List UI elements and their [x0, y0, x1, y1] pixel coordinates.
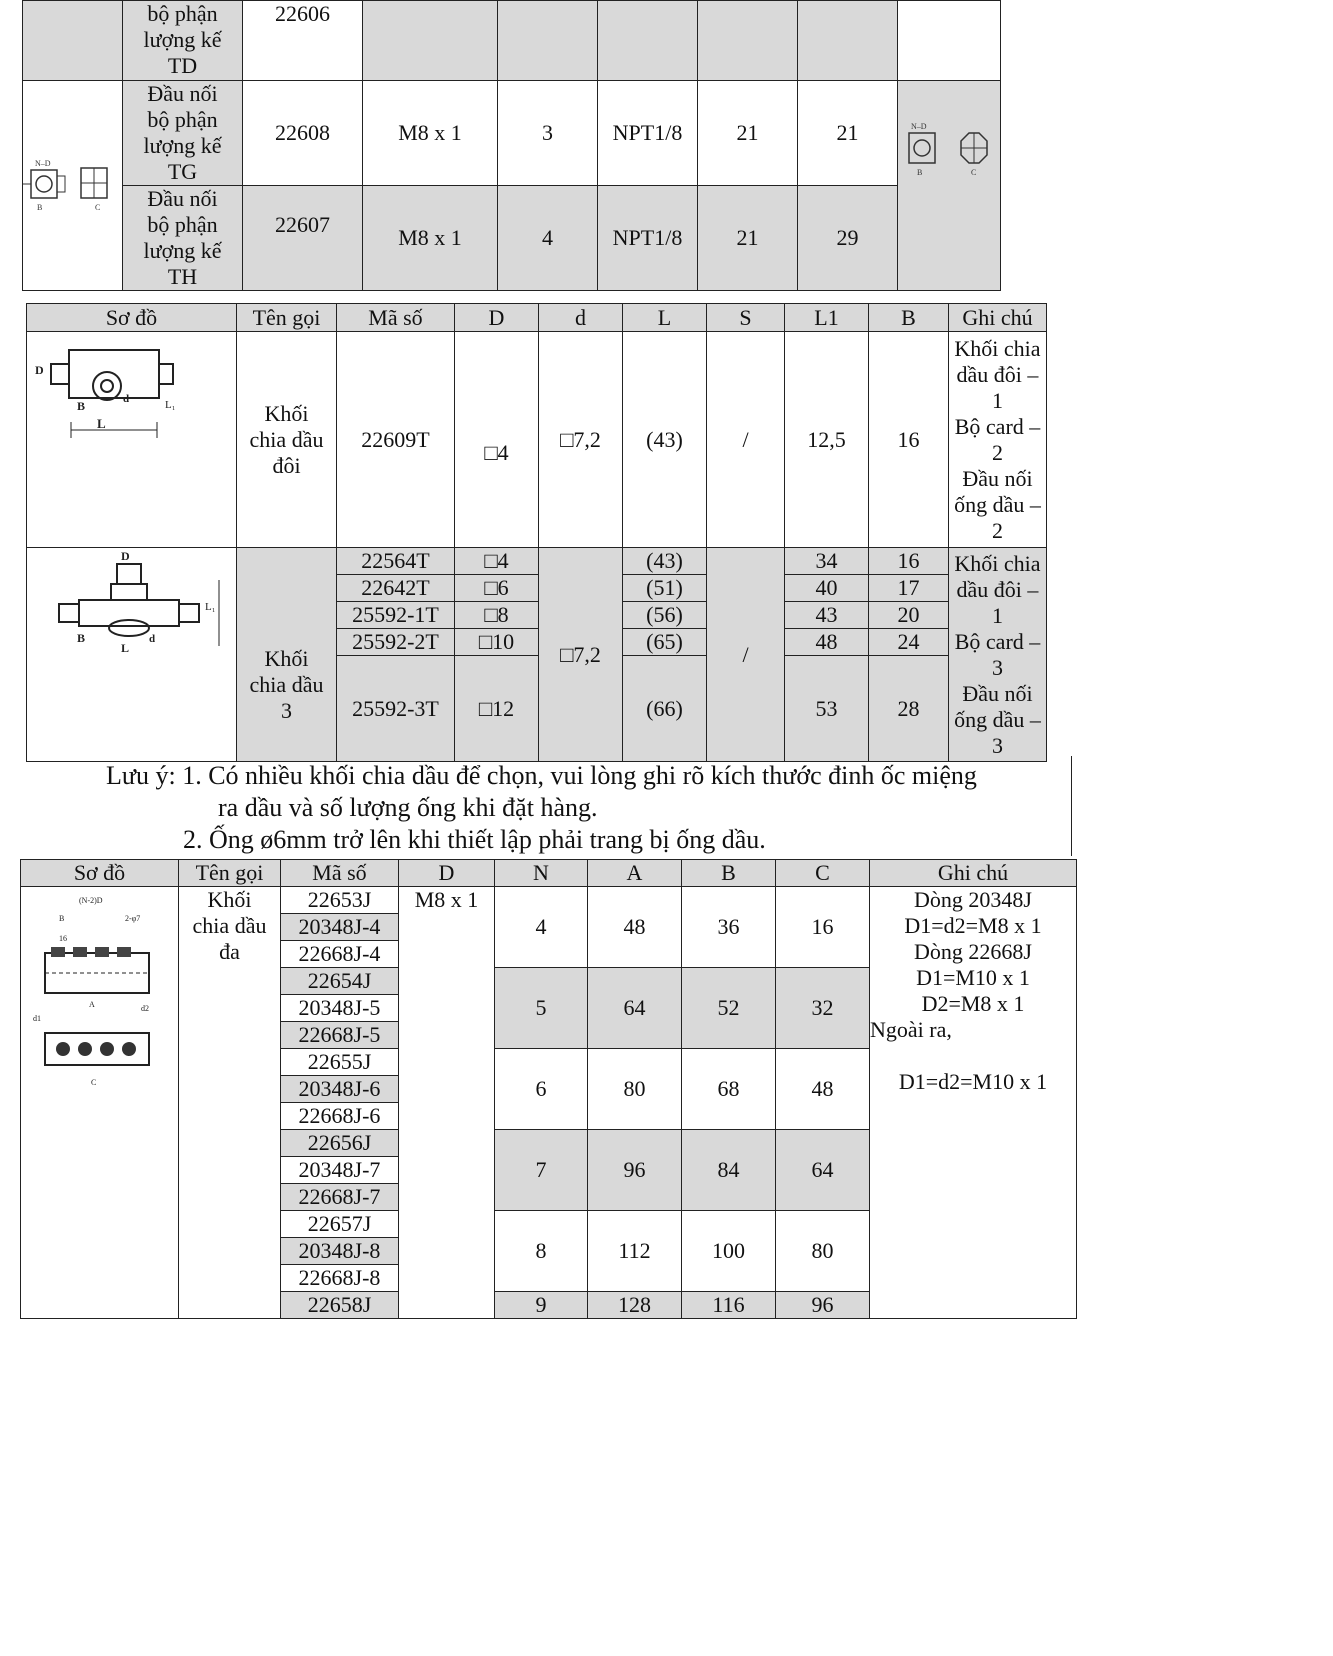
code-cell: 22656J: [281, 1130, 399, 1157]
C-cell: 32: [776, 968, 870, 1049]
svg-text:B: B: [59, 914, 65, 923]
L1-cell: 34: [785, 548, 869, 575]
D-cell: □4: [455, 332, 539, 548]
N-cell: 9: [495, 1292, 588, 1319]
A-cell: 64: [588, 968, 682, 1049]
code-cell: 22668J-4: [281, 941, 399, 968]
code-cell: 22668J-5: [281, 1022, 399, 1049]
svg-text:D: D: [35, 363, 44, 377]
col-header: Tên gọi: [237, 304, 337, 332]
fitting-table: [22, 0, 1001, 291]
b-cell: 29: [798, 186, 898, 291]
multi-block-table: [20, 859, 1077, 1319]
n-cell: 3: [498, 81, 598, 186]
D-cell: □8: [455, 602, 539, 629]
a-cell: [698, 1, 798, 81]
B-cell: 52: [682, 968, 776, 1049]
svg-text:d1: d1: [33, 1014, 41, 1023]
code-cell: 25592-3T: [337, 656, 455, 762]
L1-cell: 40: [785, 575, 869, 602]
S-cell: /: [707, 548, 785, 762]
svg-text:N–D: N–D: [911, 122, 927, 131]
name-cell: Đầu nối bộ phận lượng kế TG: [123, 81, 243, 186]
diagram-cell: [23, 1, 123, 81]
distributor-table: [26, 303, 1047, 762]
code-cell: 22668J-7: [281, 1184, 399, 1211]
col-header: L1: [785, 304, 869, 332]
code-cell: 22658J: [281, 1292, 399, 1319]
code-cell: 22607: [243, 186, 363, 291]
code-cell: 22608: [243, 81, 363, 186]
svg-text:D: D: [121, 550, 130, 563]
A-cell: 48: [588, 887, 682, 968]
svg-text:B: B: [37, 202, 43, 212]
col-header: D: [455, 304, 539, 332]
col-header: Mã số: [281, 860, 399, 887]
C-cell: 96: [776, 1292, 870, 1319]
col-header: S: [707, 304, 785, 332]
a-cell: 21: [698, 81, 798, 186]
C-cell: 48: [776, 1049, 870, 1130]
col-header: N: [495, 860, 588, 887]
L1-cell: 43: [785, 602, 869, 629]
code-cell: 20348J-6: [281, 1076, 399, 1103]
d-cell: M8 x 1: [363, 186, 498, 291]
code-cell: 25592-1T: [337, 602, 455, 629]
L-cell: (65): [623, 629, 707, 656]
note-cell: Khối chia dầu đôi – 1 Bộ card – 3 Đầu nối ống dầu – 3: [949, 548, 1047, 762]
code-cell: 22668J-6: [281, 1103, 399, 1130]
manifold-diagram: [29, 891, 159, 1091]
tee-fitting-diagram: [23, 156, 119, 216]
thread-cell: NPT1/8: [598, 186, 698, 291]
triple-block-diagram: [37, 550, 227, 660]
name-cell: Khối chia dầu 3: [237, 548, 337, 762]
A-cell: 80: [588, 1049, 682, 1130]
L-cell: (43): [623, 548, 707, 575]
B-cell: 24: [869, 629, 949, 656]
svg-text:L: L: [121, 641, 130, 655]
D-cell: M8 x 1: [399, 887, 495, 1319]
code-cell: 20348J-5: [281, 995, 399, 1022]
svg-text:d2: d2: [141, 1004, 149, 1013]
col-header: Sơ đồ: [27, 304, 237, 332]
col-header: Ghi chú: [870, 860, 1077, 887]
code-cell: 25592-2T: [337, 629, 455, 656]
code-cell: 20348J-7: [281, 1157, 399, 1184]
b-cell: [798, 1, 898, 81]
note-line-3: 2. Ống ø6mm trở lên khi thiết lập phải trang bị ống dầu.: [183, 825, 766, 854]
code-cell: 22564T: [337, 548, 455, 575]
name-cell: Khối chia dầu đôi: [237, 332, 337, 548]
svg-text:C: C: [95, 202, 101, 212]
note-border: [1071, 756, 1072, 856]
svg-text:N–D: N–D: [35, 158, 51, 168]
n-cell: 4: [498, 186, 598, 291]
D-cell: □10: [455, 629, 539, 656]
B-cell: 16: [869, 548, 949, 575]
L1-cell: 48: [785, 629, 869, 656]
S-cell: /: [707, 332, 785, 548]
code-cell: 22653J: [281, 887, 399, 914]
col-header: A: [588, 860, 682, 887]
a-cell: 21: [698, 186, 798, 291]
N-cell: 7: [495, 1130, 588, 1211]
code-cell: 22642T: [337, 575, 455, 602]
L-cell: (51): [623, 575, 707, 602]
name-cell: Khối chia dầu đa: [179, 887, 281, 1319]
A-cell: 96: [588, 1130, 682, 1211]
d-cell: □7,2: [539, 332, 623, 548]
B-cell: 100: [682, 1211, 776, 1292]
L-cell: (56): [623, 602, 707, 629]
svg-text:L: L: [97, 416, 106, 431]
cross-fitting-diagram: [901, 121, 997, 181]
svg-text:C: C: [971, 168, 977, 177]
thread-cell: [598, 1, 698, 81]
L1-cell: 12,5: [785, 332, 869, 548]
N-cell: 6: [495, 1049, 588, 1130]
diagram-cell: [27, 548, 237, 762]
code-cell: 22609T: [337, 332, 455, 548]
code-cell: 22668J-8: [281, 1265, 399, 1292]
col-header: d: [539, 304, 623, 332]
col-header: B: [869, 304, 949, 332]
code-cell: 22606: [243, 1, 363, 81]
d-cell: □7,2: [539, 548, 623, 762]
D-cell: □12: [455, 656, 539, 762]
col-header: Sơ đồ: [21, 860, 179, 887]
d-cell: M8 x 1: [363, 81, 498, 186]
C-cell: 16: [776, 887, 870, 968]
col-header: L: [623, 304, 707, 332]
col-header: Ghi chú: [949, 304, 1047, 332]
thread-cell: NPT1/8: [598, 81, 698, 186]
B-cell: 28: [869, 656, 949, 762]
D-cell: □4: [455, 548, 539, 575]
code-cell: 22657J: [281, 1211, 399, 1238]
B-cell: 84: [682, 1130, 776, 1211]
double-block-diagram: [31, 338, 181, 448]
n-cell: [498, 1, 598, 81]
col-header: C: [776, 860, 870, 887]
code-cell: 22654J: [281, 968, 399, 995]
code-cell: 20348J-8: [281, 1238, 399, 1265]
svg-text:A: A: [89, 1000, 95, 1009]
svg-text:B: B: [77, 631, 86, 645]
diagram-cell: [21, 887, 179, 1319]
col-header: Tên gọi: [179, 860, 281, 887]
A-cell: 128: [588, 1292, 682, 1319]
svg-text:L₁: L₁: [205, 601, 216, 613]
B-cell: 68: [682, 1049, 776, 1130]
note-cell: Khối chia dầu đôi – 1 Bộ card – 2 Đầu nối ống dầu – 2: [949, 332, 1047, 548]
col-header: Mã số: [337, 304, 455, 332]
svg-text:B: B: [77, 399, 86, 413]
note-cell: Dòng 20348J D1=d2=M8 x 1 Dòng 22668J D1=M10 x 1 D2=M8 x 1 Ngoài ra, D1=d2=M10 x 1: [870, 887, 1077, 1319]
col-header: D: [399, 860, 495, 887]
svg-text:d: d: [123, 393, 130, 405]
name-cell: bộ phận lượng kế TD: [123, 1, 243, 81]
D-cell: □6: [455, 575, 539, 602]
B-cell: 20: [869, 602, 949, 629]
svg-text:C: C: [91, 1078, 97, 1087]
note-line-1: Lưu ý: 1. Có nhiều khối chia dầu để chọn, vui lòng ghi rõ kích thước đinh ốc miệng: [106, 761, 977, 790]
diagram-cell: [27, 332, 237, 548]
b-cell: 21: [798, 81, 898, 186]
L1-cell: 53: [785, 656, 869, 762]
C-cell: 80: [776, 1211, 870, 1292]
name-cell: Đầu nối bộ phận lượng kế TH: [123, 186, 243, 291]
code-cell: 22655J: [281, 1049, 399, 1076]
B-cell: 17: [869, 575, 949, 602]
note-line-2: ra dầu và số lượng ống khi đặt hàng.: [218, 793, 598, 822]
diagram-cell: [23, 81, 123, 291]
N-cell: 4: [495, 887, 588, 968]
L-cell: (43): [623, 332, 707, 548]
C-cell: 64: [776, 1130, 870, 1211]
svg-text:16: 16: [59, 934, 67, 943]
B-cell: 36: [682, 887, 776, 968]
svg-text:d: d: [149, 633, 156, 645]
d-cell: [363, 1, 498, 81]
svg-text:2-φ7: 2-φ7: [125, 914, 141, 923]
image-cell: [898, 81, 1001, 291]
B-cell: 116: [682, 1292, 776, 1319]
col-header: B: [682, 860, 776, 887]
code-cell: 20348J-4: [281, 914, 399, 941]
N-cell: 5: [495, 968, 588, 1049]
B-cell: 16: [869, 332, 949, 548]
image-cell: [898, 1, 1001, 81]
svg-text:B: B: [917, 168, 923, 177]
A-cell: 112: [588, 1211, 682, 1292]
N-cell: 8: [495, 1211, 588, 1292]
L-cell: (66): [623, 656, 707, 762]
svg-text:L₁: L₁: [165, 399, 176, 411]
svg-text:(N-2)D: (N-2)D: [79, 896, 103, 905]
